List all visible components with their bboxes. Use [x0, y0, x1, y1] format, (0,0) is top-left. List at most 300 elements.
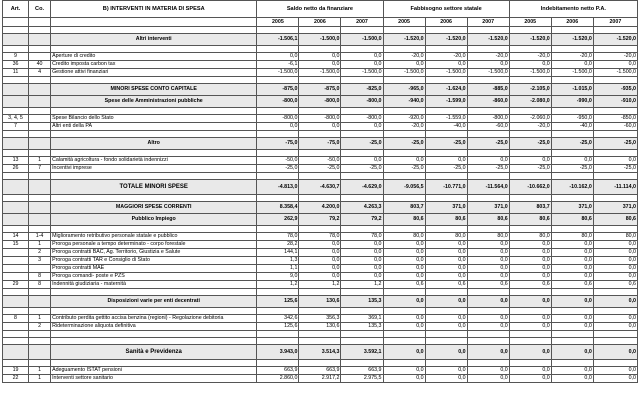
value-cell: -9.056,5 [383, 180, 425, 195]
value-cell: 0,0 [509, 375, 551, 383]
description-cell: MAGGIORI SPESE CORRENTI [51, 202, 257, 214]
value-cell: 0,0 [551, 345, 593, 360]
value-cell: 0,0 [551, 241, 593, 249]
value-cell: 2.917,2 [299, 375, 341, 383]
value-cell: 0,0 [299, 53, 341, 61]
value-cell: 28,2 [257, 241, 299, 249]
spacer-row [3, 46, 638, 53]
value-cell: -20,0 [383, 53, 425, 61]
value-cell: -1.500,0 [299, 69, 341, 77]
value-cell: -825,0 [341, 84, 383, 96]
value-cell: 1,2 [341, 281, 383, 289]
value-cell: 803,7 [383, 202, 425, 214]
col-art-header: Art. [3, 1, 29, 18]
description-cell: Calamità agricoltura - fondo solidarietà indennizzi [51, 157, 257, 165]
value-cell: 0,0 [341, 157, 383, 165]
art-cell [3, 202, 29, 214]
value-cell: 130,6 [299, 296, 341, 308]
spacer-row [3, 308, 638, 315]
value-cell: 663,9 [341, 367, 383, 375]
art-cell: 8 [3, 315, 29, 323]
value-cell: 0,0 [425, 249, 467, 257]
co-cell: 4 [29, 69, 51, 77]
value-cell: 0,0 [299, 249, 341, 257]
value-cell: -990,0 [551, 96, 593, 108]
art-cell: 7 [3, 123, 29, 131]
value-cell: -1.624,0 [425, 84, 467, 96]
value-cell: -25,0 [509, 165, 551, 173]
value-cell: -1.500,0 [509, 69, 551, 77]
value-cell: -20,0 [593, 53, 637, 61]
co-cell: 3 [29, 257, 51, 265]
value-cell: 79,2 [299, 214, 341, 226]
table-row [3, 257, 638, 265]
value-cell: -965,0 [383, 84, 425, 96]
co-cell: 7 [29, 165, 51, 173]
value-cell: 0,0 [467, 296, 509, 308]
value-cell: 0,0 [593, 249, 637, 257]
spacer-row [3, 360, 638, 367]
value-cell: -25,0 [383, 165, 425, 173]
value-cell: 663,9 [299, 367, 341, 375]
art-cell: 3, 4, 5 [3, 115, 29, 123]
value-cell: 80,6 [593, 214, 637, 226]
value-cell: 0,0 [341, 265, 383, 273]
value-cell: 0,0 [425, 157, 467, 165]
year-row [3, 18, 638, 27]
value-cell: 0,0 [341, 53, 383, 61]
value-cell: 80,0 [467, 233, 509, 241]
value-cell: -1.520,0 [551, 34, 593, 46]
value-cell: 0,0 [509, 265, 551, 273]
value-cell: 80,6 [467, 214, 509, 226]
value-cell: 371,0 [551, 202, 593, 214]
value-cell: 0,0 [425, 265, 467, 273]
value-cell: 371,0 [425, 202, 467, 214]
value-cell: 803,7 [509, 202, 551, 214]
value-cell: 0,0 [467, 367, 509, 375]
description-cell: Altri enti della PA [51, 123, 257, 131]
value-cell: -4.630,7 [299, 180, 341, 195]
year-cell: 2007 [341, 18, 383, 27]
year-cell: 2006 [551, 18, 593, 27]
value-cell: 0,0 [551, 367, 593, 375]
spacer-row [3, 77, 638, 84]
value-cell: 0,0 [593, 61, 637, 69]
value-cell: 0,0 [341, 249, 383, 257]
section-row [3, 214, 638, 226]
table-row [3, 69, 638, 77]
description-cell: Rideterminazione aliquota definitiva [51, 323, 257, 331]
value-cell: 0,6 [467, 281, 509, 289]
value-cell: 0,0 [509, 323, 551, 331]
value-cell: -1.500,0 [467, 69, 509, 77]
value-cell: 0,0 [383, 315, 425, 323]
art-cell: 22 [3, 375, 29, 383]
value-cell: -1.500,0 [299, 34, 341, 46]
value-cell: 0,0 [467, 315, 509, 323]
table-row [3, 273, 638, 281]
value-cell: -75,0 [257, 138, 299, 150]
value-cell: -1.015,0 [551, 84, 593, 96]
value-cell: -25,0 [551, 138, 593, 150]
value-cell: -1.500,0 [257, 69, 299, 77]
section-row [3, 34, 638, 46]
year-cell: 2005 [257, 18, 299, 27]
value-cell: 125,6 [257, 323, 299, 331]
co-cell [29, 180, 51, 195]
value-cell: -910,0 [593, 96, 637, 108]
value-cell: 0,0 [425, 296, 467, 308]
art-cell: 26 [3, 165, 29, 173]
value-cell: 0,0 [383, 157, 425, 165]
table-row [3, 123, 638, 131]
value-cell: 342,6 [257, 315, 299, 323]
saldo-header: Saldo netto da finanziare [257, 1, 383, 18]
value-cell: 3.514,3 [299, 345, 341, 360]
value-cell: 0,0 [299, 273, 341, 281]
art-cell: 11 [3, 69, 29, 77]
indebitamento-header: Indebitamento netto P.A. [509, 1, 637, 18]
value-cell: 0,0 [341, 61, 383, 69]
value-cell: -25,0 [341, 138, 383, 150]
value-cell: -50,0 [257, 157, 299, 165]
value-cell: -1.506,1 [257, 34, 299, 46]
value-cell: 0,0 [425, 345, 467, 360]
co-cell [29, 296, 51, 308]
value-cell: -875,0 [257, 84, 299, 96]
art-cell [3, 249, 29, 257]
value-cell: -20,0 [509, 123, 551, 131]
value-cell: 0,0 [593, 323, 637, 331]
value-cell: -10.662,0 [509, 180, 551, 195]
value-cell: -25,0 [551, 165, 593, 173]
section-row [3, 138, 638, 150]
co-cell [29, 34, 51, 46]
art-cell [3, 323, 29, 331]
year-cell: 2005 [509, 18, 551, 27]
value-cell: 3.943,0 [257, 345, 299, 360]
table-row [3, 115, 638, 123]
table-row [3, 281, 638, 289]
section-row [3, 84, 638, 96]
value-cell: 8.358,4 [257, 202, 299, 214]
description-cell: Spese Bilancio dello Stato [51, 115, 257, 123]
description-cell: Disposizioni varie per enti decentrati [51, 296, 257, 308]
value-cell: -25,0 [467, 165, 509, 173]
spacer-row [3, 108, 638, 115]
value-cell: 0,0 [551, 249, 593, 257]
value-cell: -935,0 [593, 84, 637, 96]
value-cell: 0,0 [425, 323, 467, 331]
value-cell: -25,0 [593, 138, 637, 150]
co-cell [29, 345, 51, 360]
art-cell: 14 [3, 233, 29, 241]
value-cell: 80,6 [509, 214, 551, 226]
value-cell: -1.500,0 [593, 69, 637, 77]
section-row [3, 180, 638, 195]
value-cell: -950,0 [551, 115, 593, 123]
value-cell: 0,0 [299, 257, 341, 265]
co-cell: 1 [29, 241, 51, 249]
value-cell: 0,0 [551, 315, 593, 323]
value-cell: -20,0 [551, 53, 593, 61]
description-cell: Adeguamento ISTAT pensioni [51, 367, 257, 375]
value-cell: 0,0 [551, 157, 593, 165]
art-cell [3, 345, 29, 360]
value-cell: 0,0 [509, 157, 551, 165]
co-cell: 2 [29, 249, 51, 257]
value-cell: 0,0 [551, 323, 593, 331]
value-cell: -800,0 [299, 115, 341, 123]
value-cell: -860,0 [467, 96, 509, 108]
table-row [3, 157, 638, 165]
co-cell [29, 53, 51, 61]
value-cell: -885,0 [467, 84, 509, 96]
value-cell: 0,0 [383, 345, 425, 360]
co-cell [29, 138, 51, 150]
description-cell: Sanità e Previdenza [51, 345, 257, 360]
value-cell: -25,0 [299, 165, 341, 173]
value-cell: 0,0 [383, 296, 425, 308]
description-cell: Interventi settore sanitario [51, 375, 257, 383]
art-cell [3, 180, 29, 195]
description-cell: Proroga comandi- poste e PZS [51, 273, 257, 281]
description-cell: Altro [51, 138, 257, 150]
value-cell: 0,0 [551, 375, 593, 383]
spacer-row [3, 173, 638, 180]
spacer-row [3, 289, 638, 296]
value-cell: 4.263,3 [341, 202, 383, 214]
value-cell: -800,0 [467, 115, 509, 123]
co-cell: 8 [29, 273, 51, 281]
co-cell: 1 [29, 375, 51, 383]
year-cell: 2007 [467, 18, 509, 27]
value-cell: 0,0 [551, 273, 593, 281]
value-cell: -2.060,0 [509, 115, 551, 123]
value-cell: 0,0 [257, 123, 299, 131]
table-row [3, 375, 638, 383]
value-cell: 0,0 [509, 273, 551, 281]
value-cell: -1.559,0 [425, 115, 467, 123]
value-cell: 0,0 [341, 273, 383, 281]
year-cell: 2006 [425, 18, 467, 27]
value-cell: 144,1 [257, 249, 299, 257]
value-cell: -800,0 [341, 115, 383, 123]
table-row [3, 265, 638, 273]
value-cell: -50,0 [299, 157, 341, 165]
value-cell: 0,0 [509, 315, 551, 323]
spacer-row [3, 338, 638, 345]
description-cell: Proroga contratti MAE [51, 265, 257, 273]
art-cell [3, 273, 29, 281]
value-cell: 80,0 [509, 233, 551, 241]
value-cell: 0,0 [551, 296, 593, 308]
value-cell: -10.771,0 [425, 180, 467, 195]
value-cell: -1.520,0 [593, 34, 637, 46]
art-cell [3, 257, 29, 265]
value-cell: 0,0 [341, 241, 383, 249]
section-row [3, 296, 638, 308]
value-cell: 0,0 [509, 367, 551, 375]
spacer-row [3, 331, 638, 338]
art-cell: 29 [3, 281, 29, 289]
value-cell: 0,0 [509, 345, 551, 360]
value-cell: 0,0 [425, 375, 467, 383]
value-cell: 0,0 [593, 241, 637, 249]
value-cell: -4.813,0 [257, 180, 299, 195]
value-cell: 262,9 [257, 214, 299, 226]
description-cell: MINORI SPESE CONTO CAPITALE [51, 84, 257, 96]
value-cell: 135,3 [341, 323, 383, 331]
value-cell: 0,0 [383, 375, 425, 383]
co-cell: 1 [29, 157, 51, 165]
value-cell: 80,6 [551, 214, 593, 226]
value-cell: 0,6 [593, 281, 637, 289]
description-cell: Proroga contratti BAC, Ag. Territorio, Giustizia e Salute [51, 249, 257, 257]
art-cell [3, 265, 29, 273]
value-cell: 663,9 [257, 367, 299, 375]
value-cell: 0,0 [467, 323, 509, 331]
value-cell: -1.500,0 [425, 69, 467, 77]
value-cell: 1,2 [299, 281, 341, 289]
value-cell: 125,6 [257, 296, 299, 308]
value-cell: -40,0 [425, 123, 467, 131]
value-cell: 1,2 [257, 281, 299, 289]
value-cell: -1.520,0 [509, 34, 551, 46]
col-co-header: Co. [29, 1, 51, 18]
value-cell: -940,0 [383, 96, 425, 108]
value-cell: 0,0 [593, 296, 637, 308]
value-cell: 0,0 [593, 273, 637, 281]
value-cell: 0,0 [425, 315, 467, 323]
spacer-row [3, 226, 638, 233]
value-cell: -800,0 [257, 115, 299, 123]
description-cell: Incentivi imprese [51, 165, 257, 173]
description-cell: Indennità giudiziaria - maternità [51, 281, 257, 289]
value-cell: 0,0 [593, 265, 637, 273]
value-cell: -20,0 [509, 53, 551, 61]
value-cell: 1,1 [257, 265, 299, 273]
description-cell: Aperture di credito [51, 53, 257, 61]
table-row [3, 367, 638, 375]
value-cell: 78,0 [299, 233, 341, 241]
co-cell: 1 [29, 315, 51, 323]
value-cell: -20,0 [467, 53, 509, 61]
value-cell: 2.860,0 [257, 375, 299, 383]
art-cell [3, 96, 29, 108]
section-row [3, 202, 638, 214]
value-cell: 0,6 [383, 281, 425, 289]
spacer-row [3, 131, 638, 138]
value-cell: 0,0 [383, 249, 425, 257]
value-cell: 0,0 [425, 257, 467, 265]
value-cell: -2.105,0 [509, 84, 551, 96]
description-cell: Contributo perdita gettito accisa benzina (regioni) - Regolazione debitoria [51, 315, 257, 323]
art-cell: 13 [3, 157, 29, 165]
description-cell: Altri interventi [51, 34, 257, 46]
value-cell: 0,0 [383, 61, 425, 69]
header-row [3, 1, 638, 18]
value-cell: 80,6 [425, 214, 467, 226]
value-cell: -60,0 [593, 123, 637, 131]
co-cell [29, 265, 51, 273]
value-cell: -25,0 [509, 138, 551, 150]
value-cell: -850,0 [593, 115, 637, 123]
value-cell: 0,6 [425, 281, 467, 289]
value-cell: 0,0 [299, 123, 341, 131]
value-cell: 0,0 [593, 157, 637, 165]
art-cell: 9 [3, 53, 29, 61]
value-cell: 0,0 [509, 249, 551, 257]
value-cell: -800,0 [257, 96, 299, 108]
value-cell: 0,0 [299, 61, 341, 69]
value-cell: 0,0 [467, 345, 509, 360]
value-cell: 135,3 [341, 296, 383, 308]
value-cell: 0,0 [425, 367, 467, 375]
value-cell: 0,0 [593, 257, 637, 265]
art-cell: 36 [3, 61, 29, 69]
value-cell: 80,6 [383, 214, 425, 226]
spacer-row [3, 27, 638, 34]
spacer-row [3, 195, 638, 202]
description-cell: Credito imposta carbon tax [51, 61, 257, 69]
value-cell: 0,0 [593, 367, 637, 375]
value-cell: 78,0 [341, 233, 383, 241]
value-cell: 0,0 [467, 241, 509, 249]
value-cell: 0,0 [425, 273, 467, 281]
description-cell: Gestione attivi finanziari [51, 69, 257, 77]
co-cell [29, 96, 51, 108]
year-cell: 2007 [593, 18, 637, 27]
value-cell: -1.500,0 [551, 69, 593, 77]
col-title-header: B) INTERVENTI IN MATERIA DI SPESA [51, 1, 257, 18]
value-cell: -25,0 [341, 165, 383, 173]
value-cell: 0,0 [551, 257, 593, 265]
value-cell: -1.520,0 [467, 34, 509, 46]
value-cell: 0,0 [299, 241, 341, 249]
description-cell: Spese delle Amministrazioni pubbliche [51, 96, 257, 108]
co-cell [29, 214, 51, 226]
year-cell: 2006 [299, 18, 341, 27]
value-cell: 0,0 [467, 375, 509, 383]
value-cell: -6,1 [257, 61, 299, 69]
value-cell: 1,3 [257, 257, 299, 265]
value-cell: -60,0 [467, 123, 509, 131]
value-cell: -11.114,0 [593, 180, 637, 195]
value-cell: 0,0 [551, 265, 593, 273]
value-cell: -1.599,0 [425, 96, 467, 108]
co-cell: 40 [29, 61, 51, 69]
value-cell: -25,0 [425, 165, 467, 173]
value-cell: -800,0 [341, 96, 383, 108]
art-cell [3, 84, 29, 96]
table-row [3, 323, 638, 331]
description-cell: TOTALE MINORI SPESE [51, 180, 257, 195]
co-cell: 2 [29, 323, 51, 331]
value-cell: 0,6 [509, 281, 551, 289]
value-cell: 0,0 [467, 273, 509, 281]
value-cell: 0,0 [341, 257, 383, 265]
value-cell: -10.162,0 [551, 180, 593, 195]
value-cell: 0,0 [509, 241, 551, 249]
value-cell: -11.564,0 [467, 180, 509, 195]
value-cell: 80,0 [383, 233, 425, 241]
value-cell: 0,0 [257, 53, 299, 61]
section-row [3, 96, 638, 108]
value-cell: 0,0 [383, 367, 425, 375]
art-cell: 15 [3, 241, 29, 249]
